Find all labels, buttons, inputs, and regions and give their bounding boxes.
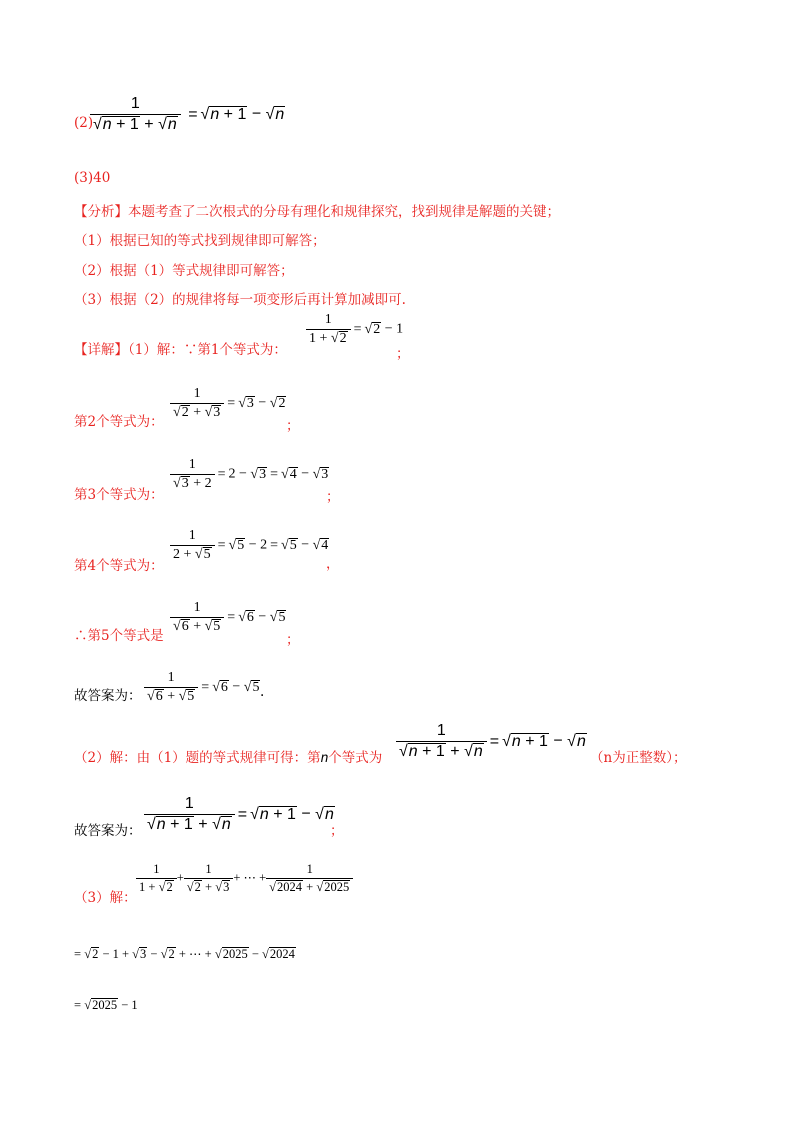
part2-formula: $\frac{1}{√n + 1 + √n}$ = √n + 1 − √n — [396, 722, 587, 761]
detail-eq5 — [74, 600, 314, 648]
q2-formula: $\frac{1}{√n + 1 + √n}$ = √n + 1 − √n — [90, 95, 285, 134]
part2-note: （n为正整数）； — [590, 750, 687, 766]
part3-formula: $\frac{1}{1 + √2}$ + $\frac{1}{√2 + √3}$ + ⋯ + $\frac{1}{√2024 + √2025}$ — [136, 862, 353, 895]
eq4-formula: $\frac{1}{2 + √5}$ = √5 − 2 = √5 − √4 — [170, 528, 329, 563]
part3-label: （3）解： — [74, 890, 137, 906]
part3-step2: = √2025 − 1 — [74, 998, 138, 1012]
q2-label: (2) — [74, 115, 94, 131]
eq5-label: ∴第5个等式是 — [74, 628, 164, 644]
part2-mid: 个等式为 — [328, 750, 383, 766]
detail-intro: （1）解：∵第1个等式为： — [128, 342, 287, 358]
eq2-end: ； — [286, 418, 300, 434]
eq4-end: ， — [326, 556, 340, 572]
answer1-formula: $\frac{1}{√6 + √5}$ = √6 − √5 — [144, 670, 260, 705]
analysis-text: 本题考查了二次根式的分母有理化和规律探究，找到规律是解题的关键； — [128, 204, 560, 220]
part3-step1: = √2 − 1 + √3 − √2 + ⋯ + √2025 − √2024 — [74, 947, 295, 961]
eq5-end: ； — [286, 632, 300, 648]
part2-prefix: （2）解：由（1）题的等式规律可得：第 — [74, 750, 321, 766]
detail-eq3 — [74, 457, 354, 505]
eq2-label: 第2个等式为： — [74, 414, 164, 430]
eq3-end: ； — [326, 489, 340, 505]
part2-line — [74, 722, 694, 770]
q3-answer: (3)40 — [74, 170, 111, 186]
analysis-step2: （2）根据（1）等式规律即可解答； — [74, 263, 294, 279]
detail-eq1 — [74, 312, 414, 360]
answer1-label: 故答案为： — [74, 688, 142, 704]
answer2-formula: $\frac{1}{√n + 1 + √n}$ = √n + 1 − √n — [144, 795, 335, 834]
eq3-label: 第3个等式为： — [74, 487, 164, 503]
detail-eq4 — [74, 528, 354, 576]
detail-head: 【详解】 — [74, 342, 128, 358]
analysis-step1: （1）根据已知的等式找到规律即可解答； — [74, 233, 326, 249]
eq2-formula: $\frac{1}{√2 + √3}$ = √3 − √2 — [170, 386, 286, 421]
answer2-label: 故答案为： — [74, 823, 142, 839]
answer1-end: . — [260, 684, 265, 700]
eq1-end: ； — [396, 346, 410, 362]
eq3-formula: $\frac{1}{√3 + 2}$ = 2 − √3 = √4 − √3 — [170, 457, 329, 492]
answer2 — [74, 795, 374, 843]
part3-line — [74, 862, 394, 906]
eq1-formula: $\frac{1}{1 + √2}$ = √2 − 1 — [306, 312, 403, 347]
analysis-step3: （3）根据（2）的规律将每一项变形后再计算加减即可. — [74, 292, 406, 308]
analysis-line — [74, 200, 560, 220]
part2-n: n — [320, 750, 329, 765]
analysis-head: 【分析】 — [74, 204, 128, 220]
answer1 — [74, 670, 294, 718]
eq5-formula: $\frac{1}{√6 + √5}$ = √6 − √5 — [170, 600, 286, 635]
eq4-label: 第4个等式为： — [74, 558, 164, 574]
detail-eq2 — [74, 386, 314, 434]
answer2-end: ； — [330, 823, 344, 839]
